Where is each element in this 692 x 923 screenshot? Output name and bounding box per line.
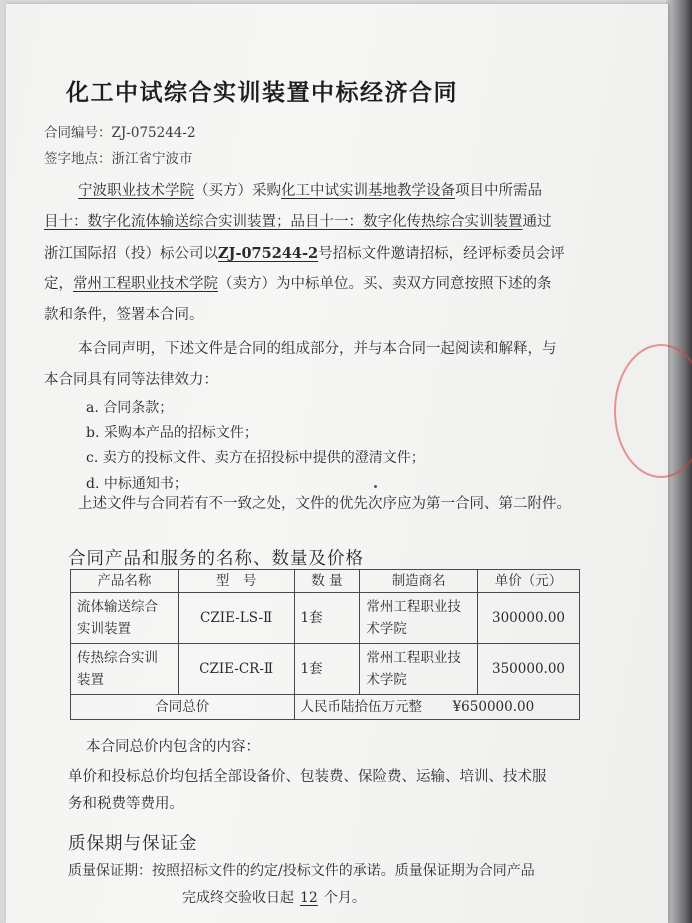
product-table <box>70 569 580 720</box>
contract-page <box>6 4 668 923</box>
item-names: 目十：数字化流体输送综合实训装置；品目十一：数字化传热综合实训装置 <box>44 214 523 230</box>
intro-line-5: 款和条件，签署本合同。 <box>44 307 204 323</box>
contract-number: 合同编号：ZJ-075244-2 <box>44 125 196 141</box>
project-name: 化工中试实训基地教学设备 <box>281 183 455 199</box>
header-manufacturer: 制造商名 <box>360 570 478 593</box>
total-in-words: 人民币陆拾伍万元整 <box>300 699 422 715</box>
cell-manufacturer: 常州工程职业技 术学院 <box>360 644 478 695</box>
doc-item-d: d. 中标通知书； <box>86 476 188 492</box>
warranty-line-2: 完成终交验收日起 12 个月。 <box>182 890 366 906</box>
sign-place: 签字地点：浙江省宁波市 <box>44 151 193 167</box>
table-heading: 合同产品和服务的名称、数量及价格 <box>68 549 364 569</box>
cell-model: CZIE-LS-Ⅱ <box>178 593 294 644</box>
buyer-name: 宁波职业技术学院 <box>78 183 194 199</box>
intro-line-3: 浙江国际招（投）标公司以ZJ-075244-2号招标文件邀请招标，经评标委员会评 <box>44 245 565 262</box>
cell-unit-price: 350000.00 <box>478 644 580 695</box>
cell-product-name: 传热综合实训 装置 <box>71 644 179 695</box>
doc-item-c: c. 卖方的投标文件、卖方在招投标中提供的澄清文件； <box>86 450 425 466</box>
header-product-name: 产品名称 <box>71 570 179 593</box>
table-row <box>71 593 580 644</box>
declare-line-2: 本合同具有同等法律效力： <box>44 372 218 388</box>
warranty-months: 12 <box>300 890 318 906</box>
cell-product-name: 流体输送综合 实训装置 <box>71 593 179 644</box>
cell-total-amount <box>294 695 580 720</box>
priority-clause: 上述文件与合同若有不一致之处，文件的优先次序应为第一合同、第二附件。 <box>78 496 571 512</box>
header-model: 型 号 <box>178 570 294 593</box>
total-in-figures: ¥650000.00 <box>452 699 535 715</box>
cell-model: CZIE-CR-Ⅱ <box>178 644 294 695</box>
ink-dot <box>374 485 377 488</box>
doc-item-a: a. 合同条款； <box>86 400 174 416</box>
cell-quantity: 1套 <box>294 644 360 695</box>
intro-line-4: 定，常州工程职业技术学院（卖方）为中标单位。买、卖双方同意按照下述的条 <box>44 276 552 292</box>
cell-manufacturer: 常州工程职业技 术学院 <box>360 593 478 644</box>
document-title: 化工中试综合实训装置中标经济合同 <box>66 80 458 106</box>
includes-line-1: 单价和投标总价均包括全部设备价、包装费、保险费、运输、培训、技术服 <box>68 769 547 785</box>
header-quantity: 数 量 <box>294 570 360 593</box>
warranty-heading: 质保期与保证金 <box>68 834 198 854</box>
table-row <box>71 644 580 695</box>
intro-line-1: 宁波职业技术学院（买方）采购化工中试实训基地教学设备项目中所需品 <box>78 183 542 199</box>
doc-item-b: b. 采购本产品的招标文件； <box>86 425 258 441</box>
header-unit-price: 单价（元） <box>478 570 580 593</box>
table-total-row <box>71 695 580 720</box>
cell-unit-price: 300000.00 <box>478 593 580 644</box>
includes-label: 本合同总价内包含的内容： <box>86 739 260 755</box>
cell-total-label: 合同总价 <box>71 695 295 720</box>
cell-quantity: 1套 <box>294 593 360 644</box>
includes-line-2: 务和税费等费用。 <box>68 796 184 812</box>
seller-name: 常州工程职业技术学院 <box>73 276 218 292</box>
warranty-line-1: 质量保证期：按照招标文件的约定/投标文件的承诺。质量保证期为合同产品 <box>68 863 535 879</box>
bid-number: ZJ-075244-2 <box>218 245 319 262</box>
table-header-row <box>71 570 580 593</box>
declare-line-1: 本合同声明，下述文件是合同的组成部分，并与本合同一起阅读和解释，与 <box>78 341 557 357</box>
intro-line-2: 目十：数字化流体输送综合实训装置；品目十一：数字化传热综合实训装置通过 <box>44 214 552 230</box>
red-seal-stamp <box>614 344 692 478</box>
